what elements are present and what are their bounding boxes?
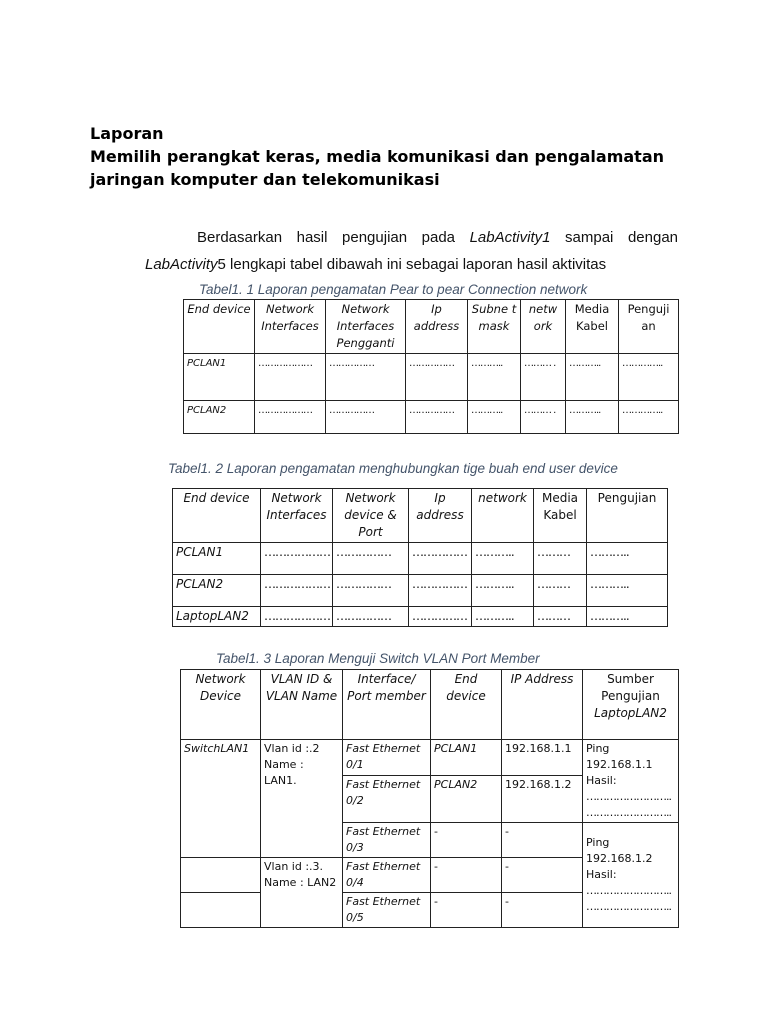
- table1-cell: ……………: [406, 401, 468, 434]
- table3-header-source-device: LaptopLAN2: [594, 706, 667, 720]
- table2-cell: ………: [534, 575, 587, 607]
- table2-cell: ………..: [587, 607, 668, 627]
- table2-cell: ………………: [261, 607, 333, 627]
- table1-cell: ………………: [255, 354, 326, 401]
- table1-header: End device: [184, 300, 255, 354]
- table-row: [173, 575, 668, 607]
- heading-line-3: jaringan komputer dan telekomunikasi: [90, 170, 440, 189]
- report-heading: [90, 122, 664, 191]
- table2-cell: LaptopLAN2: [173, 607, 261, 627]
- ping1-result-blank: ……………………..: [586, 790, 671, 803]
- table3-header-vlan: VLAN ID & VLAN Name: [261, 670, 343, 740]
- table3-ip-cell: 192.168.1.2: [502, 776, 583, 823]
- table1-cell: ………..: [468, 354, 521, 401]
- table3-port-cell: Fast Ethernet 0/4: [343, 858, 431, 893]
- table3-header-ip: IP Address: [502, 670, 583, 740]
- table3-end-cell: -: [431, 893, 502, 928]
- table2-header: Network Interfaces: [261, 489, 333, 543]
- table2-cell: ………: [534, 543, 587, 575]
- table2-cell: PCLAN2: [173, 575, 261, 607]
- table1-cell: ……………: [326, 354, 406, 401]
- table3-header-end-device: End device: [431, 670, 502, 740]
- heading-line-2: Memilih perangkat keras, media komunikasi dan pengalamatan: [90, 147, 664, 166]
- table3-port-cell: Fast Ethernet 0/3: [343, 823, 431, 858]
- table2-header: Ip address: [409, 489, 472, 543]
- vlan1-id: Vlan id :.2: [264, 742, 320, 755]
- table2-cell: ………..: [472, 607, 534, 627]
- table1-cell: ……… .: [521, 354, 566, 401]
- table3-switch-cell: SwitchLAN1: [181, 740, 261, 858]
- intro-lab-activity-5: LabActivity: [145, 256, 218, 273]
- table3-end-cell: -: [431, 858, 502, 893]
- table2-cell: ………………: [261, 543, 333, 575]
- table1-cell: ……………: [406, 354, 468, 401]
- table-row: [184, 401, 679, 434]
- table3-ip-cell: -: [502, 823, 583, 858]
- table3-switch-cell-blank: [181, 893, 261, 928]
- table1-cell: PCLAN1: [184, 354, 255, 401]
- table3-ping2-cell: [583, 823, 679, 928]
- ping1-label: Ping: [586, 742, 610, 755]
- vlan2-name: Name : LAN2: [264, 876, 337, 889]
- table1-header: Media Kabel: [566, 300, 619, 354]
- table1-header: Subne t mask: [468, 300, 521, 354]
- table2-header: End device: [173, 489, 261, 543]
- table3-switch-cell-blank: [181, 858, 261, 893]
- table2-caption: Tabel1. 2 Laporan pengamatan menghubungkan tige buah end user device: [168, 461, 618, 476]
- ping2-ip: 192.168.1.2: [586, 852, 653, 865]
- ping2-label: Ping: [586, 836, 610, 849]
- table2-cell: ………..: [587, 575, 668, 607]
- table1-header: Ip address: [406, 300, 468, 354]
- table2-header: Pengujian: [587, 489, 668, 543]
- ping1-ip: 192.168.1.1: [586, 758, 653, 771]
- table2-cell: ………: [534, 607, 587, 627]
- table1-cell: …………..: [619, 401, 679, 434]
- table-row: [173, 607, 668, 627]
- table3-end-cell: -: [431, 823, 502, 858]
- table1-cell: ………………: [255, 401, 326, 434]
- table3-caption: Tabel1. 3 Laporan Menguji Switch VLAN Port Member: [216, 651, 540, 666]
- table2-cell: ………..: [587, 543, 668, 575]
- table3-port-cell: Fast Ethernet 0/2: [343, 776, 431, 823]
- ping2-result-label: Hasil:: [586, 868, 617, 881]
- table2-cell: ……………: [333, 543, 409, 575]
- table-row: [181, 740, 679, 776]
- table3-port-cell: Fast Ethernet 0/1: [343, 740, 431, 776]
- table2-header: Network device & Port: [333, 489, 409, 543]
- table2-cell: ………………: [261, 575, 333, 607]
- table1: [183, 299, 679, 434]
- table1-cell: ………..: [468, 401, 521, 434]
- table1-caption: Tabel1. 1 Laporan pengamatan Pear to pear Connection network: [199, 282, 588, 297]
- ping2-result-blank: ……………………..: [586, 884, 671, 897]
- table2: [172, 488, 668, 627]
- table1-header: Network Interfaces: [255, 300, 326, 354]
- ping2-result-blank: ……………………..: [586, 900, 671, 913]
- table2-cell: ……………: [333, 575, 409, 607]
- ping1-result-blank: ……………………..: [586, 806, 671, 819]
- table3-vlan2-cell: [261, 858, 343, 928]
- table1-header: Network Interfaces Pengganti: [326, 300, 406, 354]
- table2-cell: ……………: [409, 543, 472, 575]
- table2-cell: ……………: [409, 575, 472, 607]
- table2-cell: ………..: [472, 575, 534, 607]
- table3-ip-cell: -: [502, 893, 583, 928]
- intro-text: 5 lengkapi tabel dibawah ini sebagai laporan hasil aktivitas: [217, 256, 607, 273]
- table1-cell: ………..: [566, 401, 619, 434]
- table3: [180, 669, 679, 928]
- table1-cell: …………..: [619, 354, 679, 401]
- table-row: [173, 543, 668, 575]
- table2-header: Media Kabel: [534, 489, 587, 543]
- table2-cell: ……………: [333, 607, 409, 627]
- table3-header-port: Interface/ Port member: [343, 670, 431, 740]
- table2-header-row: [173, 489, 668, 543]
- table3-port-cell: Fast Ethernet 0/5: [343, 893, 431, 928]
- intro-paragraph-line-2: [145, 256, 606, 273]
- table3-end-cell: PCLAN1: [431, 740, 502, 776]
- intro-text: Berdasarkan hasil pengujian pada: [197, 229, 470, 246]
- table3-ping1-cell: [583, 740, 679, 823]
- table2-cell: ………..: [472, 543, 534, 575]
- table1-cell: PCLAN2: [184, 401, 255, 434]
- table1-header: Penguji an: [619, 300, 679, 354]
- table3-header-device: Network Device: [181, 670, 261, 740]
- ping1-result-label: Hasil:: [586, 774, 617, 787]
- table1-header-row: [184, 300, 679, 354]
- intro-paragraph-line-1: [145, 229, 678, 246]
- table3-vlan1-cell: [261, 740, 343, 858]
- vlan2-id: Vlan id :.3.: [264, 860, 324, 873]
- table1-cell: ………..: [566, 354, 619, 401]
- intro-lab-activity-1: LabActivity1: [469, 229, 551, 246]
- table3-header-row: [181, 670, 679, 740]
- table3-end-cell: PCLAN2: [431, 776, 502, 823]
- table3-ip-cell: -: [502, 858, 583, 893]
- heading-line-1: Laporan: [90, 124, 164, 143]
- intro-text: sampai dengan: [550, 229, 679, 246]
- table1-cell: ……………: [326, 401, 406, 434]
- table2-cell: PCLAN1: [173, 543, 261, 575]
- table3-header-source: [583, 670, 679, 740]
- vlan1-name: Name : LAN1.: [264, 758, 304, 787]
- table1-header: netw ork: [521, 300, 566, 354]
- table3-ip-cell: 192.168.1.1: [502, 740, 583, 776]
- table-row: [184, 354, 679, 401]
- table2-cell: ……………: [409, 607, 472, 627]
- table2-header: network: [472, 489, 534, 543]
- table1-cell: ……… .: [521, 401, 566, 434]
- table3-header-source-label: Sumber Pengujian: [601, 672, 660, 703]
